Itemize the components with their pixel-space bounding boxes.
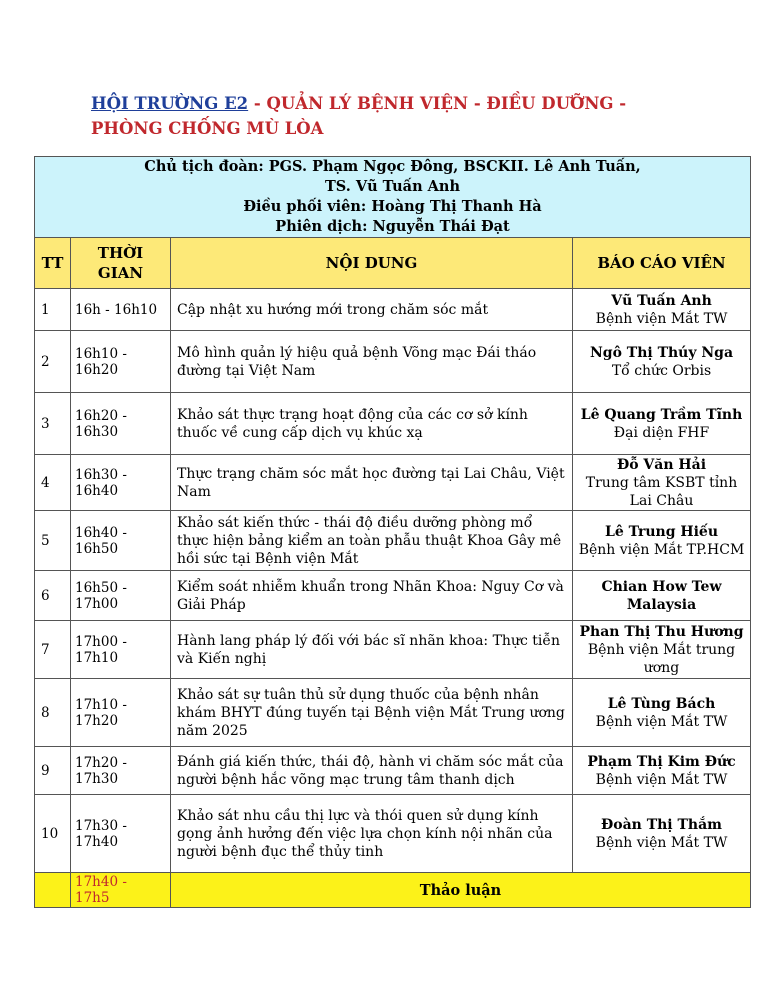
row-number: 2	[35, 331, 71, 393]
header-time	[71, 238, 171, 289]
chair-line-2: TS. Vũ Tuấn Anh	[325, 178, 461, 195]
discussion-row	[35, 873, 751, 908]
discussion-time: 17h40 - 17h5	[71, 873, 171, 908]
row-content: Kiểm soát nhiễm khuẩn trong Nhãn Khoa: Nguy Cơ và Giải Pháp	[171, 571, 573, 621]
header-speaker: BÁO CÁO VIÊN	[573, 238, 751, 289]
table-row	[35, 393, 751, 455]
row-number: 9	[35, 747, 71, 795]
row-time: 17h10 - 17h20	[71, 679, 171, 747]
row-content: Khảo sát kiến thức - thái độ điều dưỡng phòng mổ thực hiện bảng kiểm an toàn phẫu thuật Khoa Gây mê hồi sức tại Bệnh viện Mắt	[171, 511, 573, 571]
coordinator-line: Điều phối viên: Hoàng Thị Thanh Hà	[243, 198, 542, 215]
row-speaker	[573, 571, 751, 621]
row-speaker	[573, 393, 751, 455]
table-row	[35, 331, 751, 393]
discussion-tt	[35, 873, 71, 908]
speaker-name: Lê Tùng Bách	[607, 695, 716, 712]
row-time: 16h20 - 16h30	[71, 393, 171, 455]
row-speaker	[573, 747, 751, 795]
row-number: 4	[35, 455, 71, 511]
header-content: NỘI DUNG	[171, 238, 573, 289]
speaker-organization: Đại diện FHF	[613, 424, 710, 441]
header-tt: TT	[35, 238, 71, 289]
speaker-organization: Bệnh viện Mắt TP.HCM	[578, 541, 745, 558]
table-row	[35, 679, 751, 747]
row-speaker	[573, 511, 751, 571]
session-heading	[91, 91, 691, 141]
interpreter-line: Phiên dịch: Nguyễn Thái Đạt	[275, 218, 510, 235]
row-speaker	[573, 621, 751, 679]
row-speaker	[573, 795, 751, 873]
row-number: 5	[35, 511, 71, 571]
row-time: 17h00 - 17h10	[71, 621, 171, 679]
table-row	[35, 289, 751, 331]
speaker-name: Lê Quang Trầm Tĩnh	[580, 406, 743, 423]
row-content: Đánh giá kiến thức, thái độ, hành vi chăm sóc mắt của người bệnh hắc võng mạc trung tâm thanh dịch	[171, 747, 573, 795]
row-time: 16h30 - 16h40	[71, 455, 171, 511]
row-number: 7	[35, 621, 71, 679]
row-number: 3	[35, 393, 71, 455]
table-row	[35, 621, 751, 679]
header-time-label: THỜI GIAN	[97, 244, 144, 282]
session-title: QUẢN LÝ BỆNH VIỆN - ĐIỀU DƯỠNG - PHÒNG CHỐNG MÙ LÒA	[91, 94, 627, 138]
speaker-organization: Malaysia	[626, 596, 697, 613]
row-number: 1	[35, 289, 71, 331]
row-speaker	[573, 289, 751, 331]
row-speaker	[573, 331, 751, 393]
row-time: 17h20 - 17h30	[71, 747, 171, 795]
speaker-name: Phan Thị Thu Hương	[579, 623, 744, 640]
speaker-name: Lê Trung Hiếu	[604, 523, 719, 540]
chair-panel	[35, 157, 751, 238]
speaker-name: Ngô Thị Thúy Nga	[589, 344, 734, 361]
table-row	[35, 747, 751, 795]
row-content: Thực trạng chăm sóc mắt học đường tại Lai Châu, Việt Nam	[171, 455, 573, 511]
row-content: Cập nhật xu hướng mới trong chăm sóc mắt	[171, 289, 573, 331]
row-time: 16h50 - 17h00	[71, 571, 171, 621]
speaker-name: Đỗ Văn Hải	[616, 456, 707, 473]
chair-row	[35, 157, 751, 238]
table-row	[35, 511, 751, 571]
table-row	[35, 571, 751, 621]
row-content: Khảo sát nhu cầu thị lực và thói quen sử dụng kính gọng ảnh hưởng đến việc lựa chọn kính nội nhãn của người bệnh đục thể thủy tinh	[171, 795, 573, 873]
speaker-organization: Trung tâm KSBT tỉnh Lai Châu	[585, 474, 738, 509]
speaker-name: Vũ Tuấn Anh	[611, 292, 712, 309]
row-content: Khảo sát sự tuân thủ sử dụng thuốc của bệnh nhân khám BHYT đúng tuyến tại Bệnh viện Mắt Trung ương năm 2025	[171, 679, 573, 747]
row-time: 17h30 - 17h40	[71, 795, 171, 873]
header-row	[35, 238, 751, 289]
speaker-organization: Bệnh viện Mắt TW	[595, 310, 728, 327]
speaker-name: Phạm Thị Kim Đức	[587, 753, 736, 770]
chair-line-1: Chủ tịch đoàn: PGS. Phạm Ngọc Đông, BSCKII. Lê Anh Tuấn,	[144, 158, 641, 175]
row-speaker	[573, 455, 751, 511]
row-number: 6	[35, 571, 71, 621]
row-time: 16h - 16h10	[71, 289, 171, 331]
table-row	[35, 795, 751, 873]
row-content: Hành lang pháp lý đối với bác sĩ nhãn khoa: Thực tiễn và Kiến nghị	[171, 621, 573, 679]
speaker-organization: Bệnh viện Mắt trung ương	[587, 641, 736, 676]
table-row	[35, 455, 751, 511]
row-number: 8	[35, 679, 71, 747]
speaker-organization: Tổ chức Orbis	[611, 362, 712, 379]
speaker-name: Chian How Tew	[601, 578, 722, 595]
discussion-label: Thảo luận	[171, 873, 751, 908]
row-number: 10	[35, 795, 71, 873]
heading-separator: -	[248, 94, 267, 113]
speaker-organization: Bệnh viện Mắt TW	[595, 834, 728, 851]
speaker-organization: Bệnh viện Mắt TW	[595, 771, 728, 788]
row-content: Mô hình quản lý hiệu quả bệnh Võng mạc Đái tháo đường tại Việt Nam	[171, 331, 573, 393]
speaker-name: Đoàn Thị Thắm	[601, 816, 722, 833]
row-content: Khảo sát thực trạng hoạt động của các cơ sở kính thuốc về cung cấp dịch vụ khúc xạ	[171, 393, 573, 455]
hall-name: HỘI TRƯỜNG E2	[91, 94, 249, 113]
program-table	[34, 156, 751, 908]
row-time: 16h40 - 16h50	[71, 511, 171, 571]
speaker-organization: Bệnh viện Mắt TW	[595, 713, 728, 730]
row-time: 16h10 - 16h20	[71, 331, 171, 393]
row-speaker	[573, 679, 751, 747]
